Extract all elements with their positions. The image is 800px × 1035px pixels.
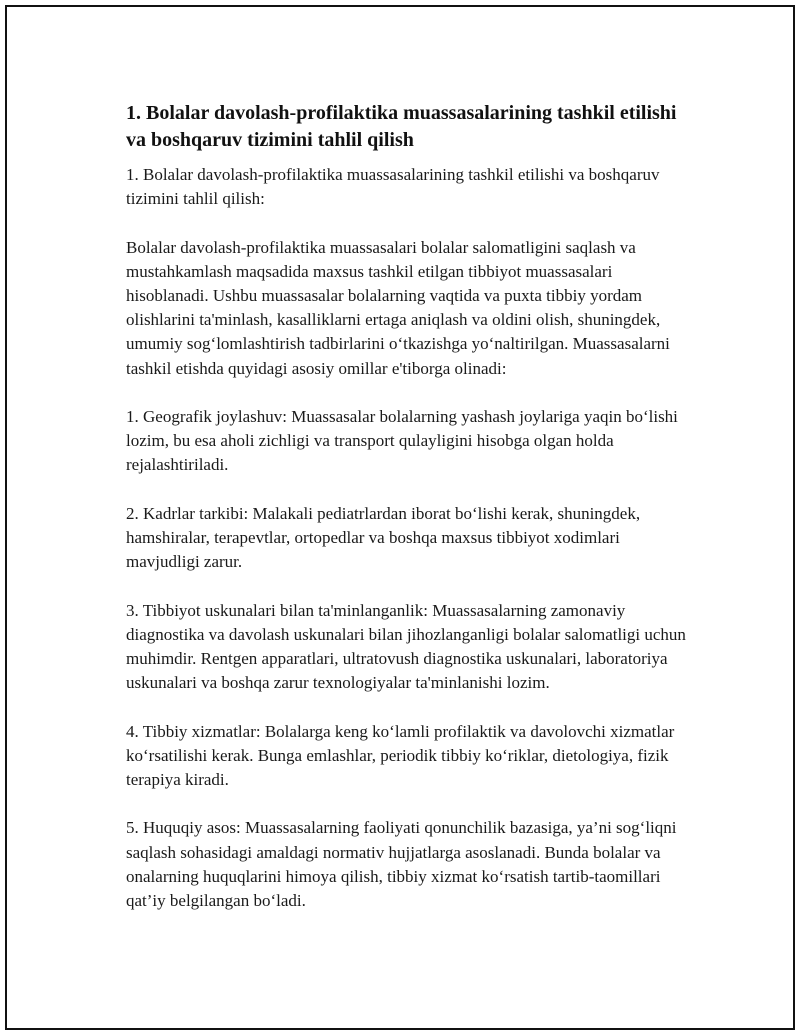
paragraph-legal-basis: 5. Huquqiy asos: Muassasalarning faoliyati qonunchilik bazasiga, ya’ni sog‘liqni saqlash sohasidagi amaldagi normativ hujjatlarga asoslanadi. Bunda bolalar va onalarning huquqlarini himoya qilish, tibbiy xizmat ko‘rsatish tartib-taomillari qat’iy belgilangan bo‘ladi. <box>126 818 677 910</box>
document-content <box>126 100 696 913</box>
paragraph-equipment: 3. Tibbiyot uskunalari bilan ta'minlanganlik: Muassasalarning zamonaviy diagnostika va davolash uskunalari bilan jihozlanganligi bolalar salomatligi uchun muhimdir. Rentgen apparatlari, ultratovush diagnostika uskunalari, laboratoriya uskunalari va boshqa zarur texnologiyalar ta'minlanishi lozim. <box>126 600 686 693</box>
paragraph-intro: 1. Bolalar davolash-profilaktika muassasalarining tashkil etilishi va boshqaruv tizimini tahlil qilish: <box>126 165 660 209</box>
paragraph-geography: 1. Geografik joylashuv: Muassasalar bolalarning yashash joylariga yaqin bo‘lishi lozim, bu esa aholi zichligi va transport qulayligini hisobga olgan holda rejalashtiriladi. <box>126 407 678 475</box>
document-heading: 1. Bolalar davolash-profilaktika muassasalarining tashkil etilishi va boshqaruv tizimini tahlil qilish <box>126 102 677 151</box>
paragraph-staff: 2. Kadrlar tarkibi: Malakali pediatrlardan iborat bo‘lishi kerak, shuningdek, hamshiralar, terapevtlar, ortopedlar va boshqa maxsus tibbiyot xodimlari mavjudligi zarur. <box>126 503 641 572</box>
paragraph-overview: Bolalar davolash-profilaktika muassasalari bolalar salomatligini saqlash va mustahkamlash maqsadida maxsus tashkil etilgan tibbiyot muassasalari hisoblanadi. Ushbu muassasalar bolalarning vaqtida va puxta tibbiy yordam olishlarini ta'minlash, kasalliklarni ertaga aniqlash va oldini olish, shuningdek, umumiy sog‘lomlashtirish tadbirlarini o‘tkazishga yo‘naltirilgan. Muassasalarni tashkil etishda quyidagi asosiy omillar e'tiborga olinadi: <box>126 237 670 378</box>
page-frame <box>5 5 795 1030</box>
document-body <box>126 163 696 913</box>
paragraph-services: 4. Tibbiy xizmatlar: Bolalarga keng ko‘lamli profilaktik va davolovchi xizmatlar ko‘rsatilishi kerak. Bunga emlashlar, periodik tibbiy ko‘riklar, dietologiya, fizik terapiya kiradi. <box>126 721 675 789</box>
